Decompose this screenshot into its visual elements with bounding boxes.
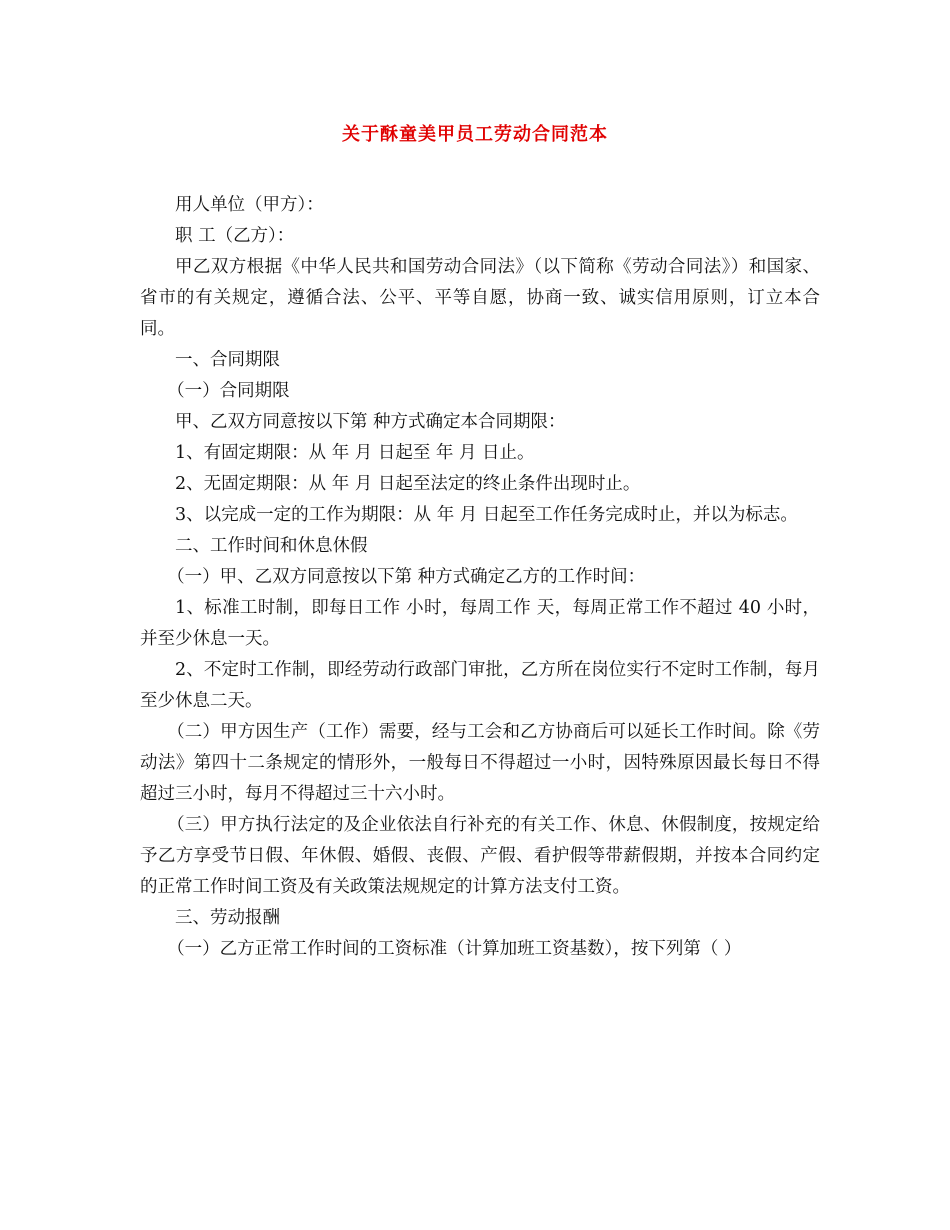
- paragraph-hours-standard: 1、标准工时制，即每日工作 小时，每周工作 天，每周正常工作不超过 40 小时，并至少休息一天。: [140, 598, 820, 649]
- subsection-heading-term: （一）合同期限: [167, 381, 290, 401]
- paragraph-term-method: 甲、乙双方同意按以下第 种方式确定本合同期限：: [175, 412, 566, 432]
- paragraph-overtime: （二）甲方因生产（工作）需要，经与工会和乙方协商后可以延长工作时间。除《劳动法》第四十二条规定的情形外，一般每日不得超过一小时，因特殊原因最长每日不得超过三小时，每月不得超过三十六小时。: [140, 722, 820, 804]
- paragraph-employer: 用人单位（甲方）：: [175, 195, 324, 215]
- paragraph-term-open: 2、无固定期限：从 年 月 日起至法定的终止条件出现时止。: [175, 474, 641, 494]
- paragraph-term-task: 3、以完成一定的工作为期限：从 年 月 日起至工作任务完成时止，并以为标志。: [175, 505, 798, 525]
- paragraph-employee: 职 工（乙方）：: [175, 226, 295, 246]
- paragraph-pay-standard: （一）乙方正常工作时间的工资标准（计算加班工资基数），按下列第（ ）: [167, 939, 742, 959]
- section-heading-term: 一、合同期限: [175, 350, 280, 370]
- paragraph-leave: （三）甲方执行法定的及企业依法自行补充的有关工作、休息、休假制度，按规定给予乙方享受节日假、年休假、婚假、丧假、产假、看护假等带薪假期，并按本合同约定的正常工作时间工资及有关政策法规规定的计算方法支付工资。: [140, 815, 820, 897]
- section-heading-pay: 三、劳动报酬: [175, 908, 280, 928]
- section-heading-hours: 二、工作时间和休息休假: [175, 536, 368, 556]
- paragraph-hours-flexible: 2、不定时工作制，即经劳动行政部门审批，乙方所在岗位实行不定时工作制，每月至少休息二天。: [140, 660, 820, 711]
- document-title: 关于酥童美甲员工劳动合同范本: [342, 124, 608, 145]
- paragraph-hours-method: （一）甲、乙双方同意按以下第 种方式确定乙方的工作时间：: [167, 567, 646, 587]
- paragraph-preamble: 甲乙双方根据《中华人民共和国劳动合同法》（以下简称《劳动合同法》）和国家、省市的有关规定，遵循合法、公平、平等自愿，协商一致、诚实信用原则，订立本合同。: [140, 257, 820, 339]
- paragraph-term-fixed: 1、有固定期限：从 年 月 日起至 年 月 日止。: [175, 443, 535, 463]
- document-body: [140, 190, 820, 965]
